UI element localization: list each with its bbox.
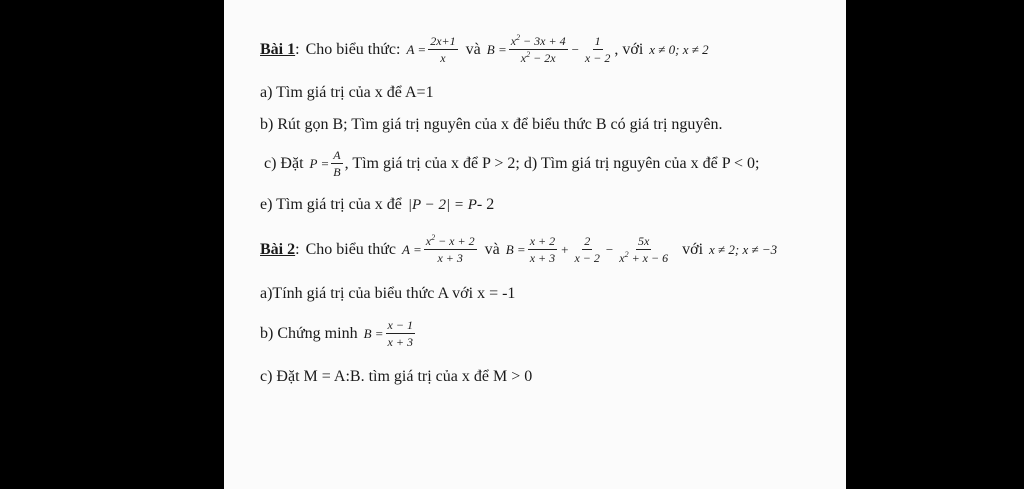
bai1-b-lhs: B = [486, 41, 507, 57]
bai1-a-denominator: x [440, 51, 446, 65]
bai2-a-lhs: A = [402, 241, 422, 257]
bai2-label: Bài 2 [260, 240, 296, 258]
bai1-cond-prefix: , với [614, 40, 644, 58]
bai1-b-f1-denominator: $x^2 - 2x$ [520, 50, 556, 65]
bai2-b-plus: + [561, 241, 569, 257]
bai1-e-suffix: - 2 [476, 196, 495, 213]
bai1-intro: Cho biểu thức: [305, 40, 401, 58]
bai1-b-fraction1 [509, 34, 568, 65]
bai2-and: và [484, 240, 500, 258]
bai1-statement [260, 34, 709, 65]
document-page [224, 0, 846, 489]
bai2-b-f2-denominator: x − 2 [574, 251, 600, 265]
bai1-a-numerator: 2x+1 [430, 34, 456, 48]
bai1-b-minus: − [571, 41, 579, 57]
bai1-and: và [465, 40, 481, 58]
bai2-colon: : [295, 240, 300, 258]
bai1-a-lhs: A = [406, 41, 427, 57]
bai1-part-b: b) Rút gọn B; Tìm giá trị nguyên của x để biểu thức B có giá trị nguyên. [260, 116, 723, 133]
bai2-a-numerator: $x^2 - x + 2$ [425, 233, 475, 248]
bai2-b-proof-fraction [386, 318, 415, 349]
bai1-b-f2-denominator: x − 2 [584, 51, 611, 65]
bai1-c-p-lhs: P = [309, 155, 330, 171]
bai1-c-numerator: A [333, 148, 341, 162]
bai2-b-proof-denominator: x + 3 [387, 335, 413, 349]
bai2-a-denominator: x + 3 [437, 251, 463, 265]
bai2-b-f1-denominator: x + 3 [529, 251, 556, 265]
bai2-a-fraction [424, 234, 477, 265]
bai2-b-fraction3 [617, 234, 670, 265]
bai2-statement [260, 234, 777, 265]
bai1-b-f1-numerator: $x^2 - 3x + 4$ [510, 33, 566, 48]
bai2-cond-prefix: với [682, 240, 704, 258]
bai1-part-a: a) Tìm giá trị của x để A=1 [260, 84, 434, 101]
bai2-b-lhs: B = [505, 241, 526, 257]
bai2-intro: Cho biểu thức [305, 240, 397, 258]
bai1-a-fraction [428, 34, 457, 65]
bai1-part-c-d [264, 148, 759, 179]
bai2-part-a: a)Tính giá trị của biểu thức A với x = -1 [260, 285, 516, 302]
bai1-b-fraction2 [583, 34, 612, 65]
bai2-b-f2-numerator: 2 [584, 234, 591, 248]
bai1-c-fraction [331, 148, 342, 179]
bai1-label: Bài 1 [260, 40, 296, 58]
bai2-b-fraction2 [572, 234, 601, 265]
bai1-b-f2-numerator: 1 [594, 34, 601, 48]
bai2-b-minus: − [605, 241, 614, 257]
bai2-part-c: c) Đặt M = A:B. tìm giá trị của x để M > 0 [260, 368, 533, 385]
bai2-b-f3-denominator: $x^2 + x - 6$ [619, 250, 669, 265]
bai1-e-expression: |P − 2| = P [407, 196, 477, 213]
bai1-c-denominator: B [333, 165, 341, 179]
bai2-b-proof-lhs: B = [363, 325, 384, 341]
bai2-b-proof-numerator: x − 1 [387, 318, 413, 332]
bai2-b-f1-numerator: x + 2 [529, 234, 556, 248]
bai2-condition: x ≠ 2; x ≠ −3 [709, 241, 778, 257]
bai1-condition: x ≠ 0; x ≠ 2 [649, 41, 709, 57]
bai2-b-f3-numerator: 5x [638, 234, 650, 248]
bai1-colon: : [295, 40, 300, 58]
bai2-b-prefix: b) Chứng minh [260, 324, 358, 342]
bai1-c-prefix: c) Đặt [264, 154, 304, 172]
bai2-part-b [260, 318, 417, 349]
bai1-e-prefix: e) Tìm giá trị của x để [260, 196, 402, 213]
bai2-b-fraction1 [528, 234, 557, 265]
bai1-part-e [260, 196, 494, 214]
bai1-c-suffix: , Tìm giá trị của x để P > 2; d) Tìm giá trị nguyên của x để P < 0; [344, 154, 760, 172]
